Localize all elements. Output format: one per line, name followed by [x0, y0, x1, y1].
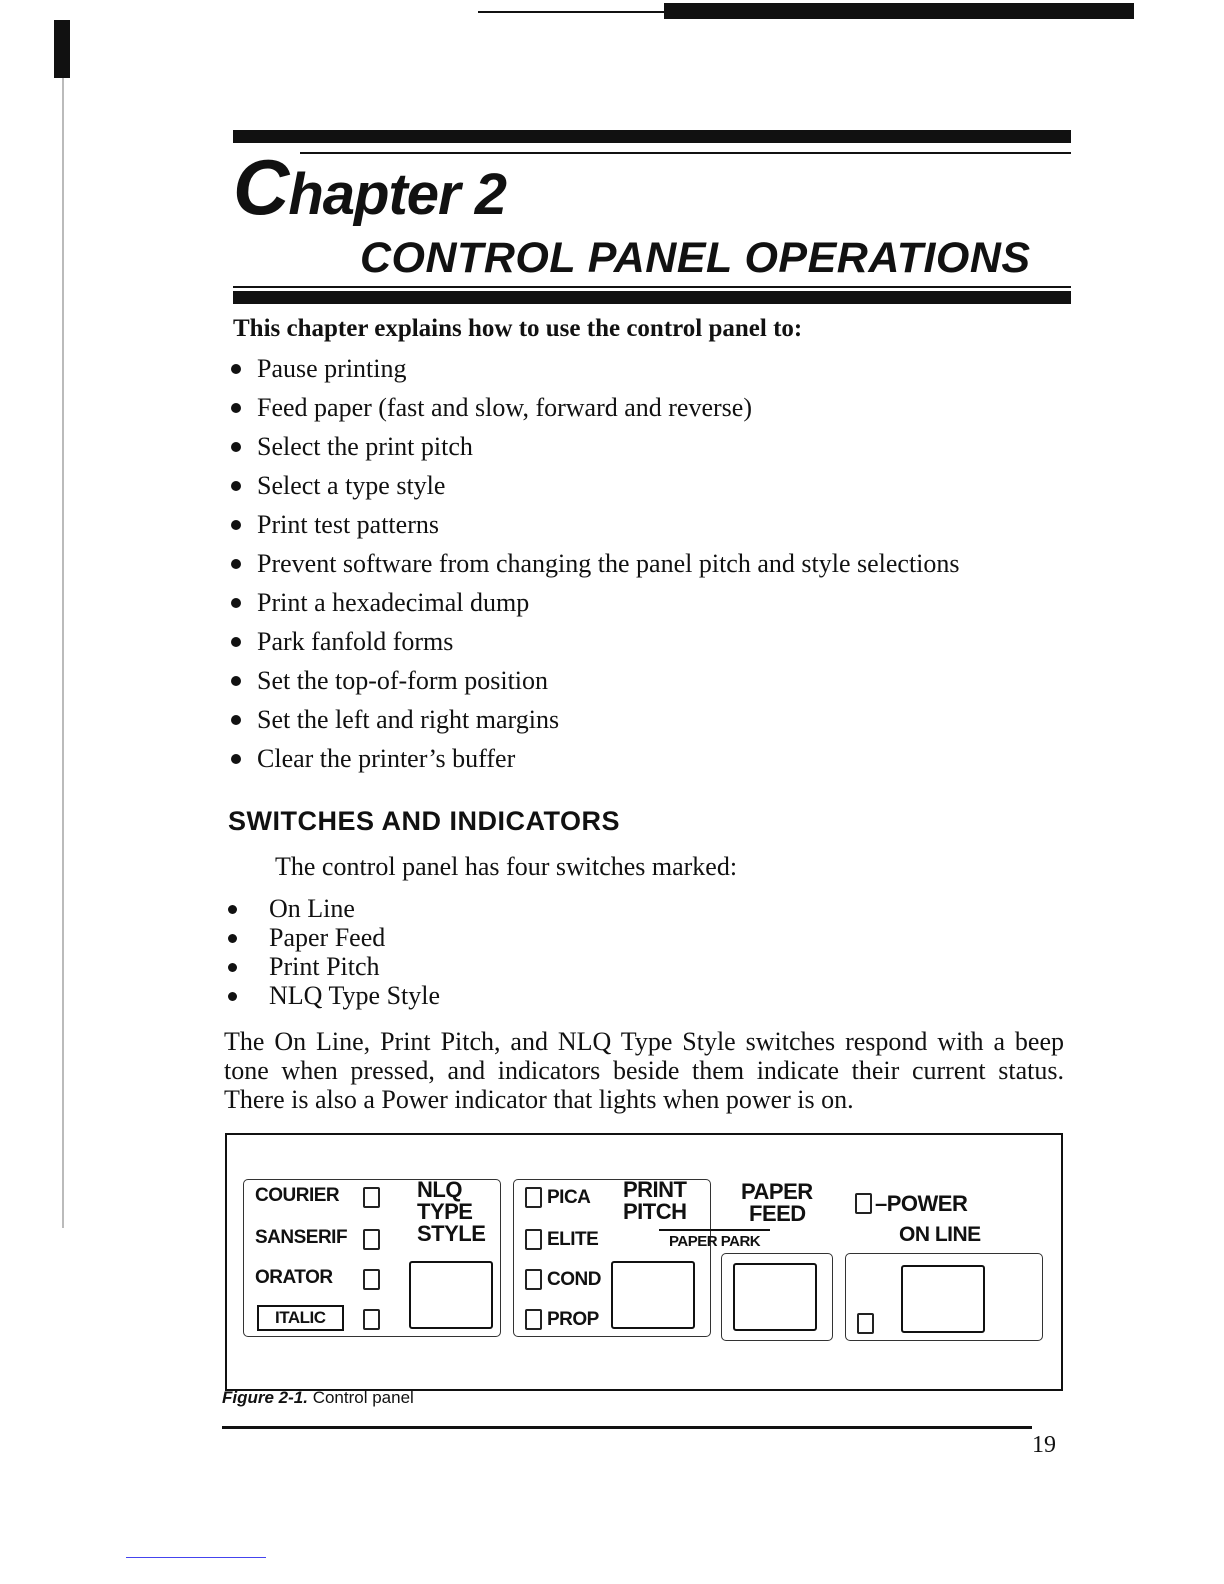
- list-item: Select a type style: [231, 469, 960, 508]
- label-style: STYLE: [417, 1221, 486, 1246]
- switch-list: [228, 894, 440, 1010]
- bullet-icon: [231, 676, 241, 686]
- bullet-icon: [231, 520, 241, 530]
- list-item: Paper Feed: [228, 923, 440, 952]
- courier-indicator: [363, 1187, 380, 1208]
- bullet-icon: [231, 754, 241, 764]
- list-item: Park fanfold forms: [231, 625, 960, 664]
- list-item: NLQ Type Style: [228, 981, 440, 1010]
- body-paragraph: The On Line, Print Pitch, and NLQ Type Style switches respond with a beep tone when pressed, and indicators beside them indicate their current status. There is also a Power indicator that lights when power is on.: [224, 1027, 1064, 1114]
- list-item: On Line: [228, 894, 440, 923]
- bullet-icon: [228, 934, 237, 943]
- label-italic: ITALIC: [257, 1305, 344, 1331]
- print-pitch-switch[interactable]: [611, 1261, 695, 1329]
- label-orator: ORATOR: [255, 1267, 333, 1288]
- italic-indicator: [363, 1309, 380, 1330]
- nlq-type-style-switch[interactable]: [409, 1261, 493, 1329]
- bullet-icon: [231, 598, 241, 608]
- bullet-icon: [231, 715, 241, 725]
- on-line-switch[interactable]: [901, 1265, 985, 1333]
- label-elite: ELITE: [547, 1229, 599, 1250]
- list-item: Select the print pitch: [231, 430, 960, 469]
- label-cond: COND: [547, 1269, 601, 1290]
- chapter-title: CONTROL PANEL OPERATIONS: [360, 234, 1031, 282]
- list-item: Set the left and right margins: [231, 703, 960, 742]
- label-nlq: NLQ: [417, 1177, 462, 1202]
- label-type: TYPE: [417, 1199, 473, 1224]
- bullet-icon: [228, 963, 237, 972]
- page-top-rule: [478, 3, 1134, 19]
- label-feed: FEED: [749, 1201, 806, 1226]
- scan-bottom-line: [126, 1557, 266, 1558]
- label-paper-park: PAPER PARK: [659, 1229, 770, 1250]
- page-number: 19: [1032, 1432, 1056, 1458]
- bullet-icon: [231, 364, 241, 374]
- scan-edge-mark: [54, 20, 70, 78]
- bullet-icon: [228, 992, 237, 1001]
- label-on-line: ON LINE: [899, 1223, 981, 1246]
- label-prop: PROP: [547, 1309, 599, 1330]
- pica-indicator: [525, 1187, 542, 1208]
- list-item: Print Pitch: [228, 952, 440, 981]
- on-line-indicator: [857, 1313, 874, 1334]
- label-power: –POWER: [875, 1191, 968, 1216]
- bullet-icon: [231, 442, 241, 452]
- prop-indicator: [525, 1309, 542, 1330]
- footer-rule: [222, 1426, 1032, 1429]
- list-item: Prevent software from changing the panel pitch and style selections: [231, 547, 960, 586]
- elite-indicator: [525, 1229, 542, 1250]
- list-item: Pause printing: [231, 352, 960, 391]
- bullet-icon: [228, 905, 237, 914]
- label-pitch: PITCH: [623, 1199, 687, 1224]
- list-item: Clear the printer’s buffer: [231, 742, 960, 781]
- bullet-icon: [231, 559, 241, 569]
- intro-text: This chapter explains how to use the control panel to:: [233, 315, 803, 342]
- bullet-icon: [231, 481, 241, 491]
- label-courier: COURIER: [255, 1185, 340, 1206]
- chapter-bottom-thin-rule: [233, 286, 1071, 288]
- bullet-icon: [231, 637, 241, 647]
- bullet-icon: [231, 403, 241, 413]
- section-heading: SWITCHES AND INDICATORS: [228, 806, 621, 836]
- list-item: Print test patterns: [231, 508, 960, 547]
- list-item: Print a hexadecimal dump: [231, 586, 960, 625]
- chapter-bottom-bar: [233, 291, 1071, 304]
- control-panel-figure: [225, 1133, 1063, 1391]
- objectives-list: [231, 352, 960, 781]
- label-print: PRINT: [623, 1177, 687, 1202]
- label-paper: PAPER: [741, 1179, 813, 1204]
- chapter-number: Chapter 2: [233, 143, 506, 231]
- list-item: Feed paper (fast and slow, forward and reverse): [231, 391, 960, 430]
- label-pica: PICA: [547, 1187, 591, 1208]
- panel-intro-text: The control panel has four switches marked:: [275, 852, 738, 881]
- paper-feed-switch[interactable]: [733, 1263, 817, 1331]
- power-indicator: [855, 1193, 872, 1214]
- sanserif-indicator: [363, 1229, 380, 1250]
- cond-indicator: [525, 1269, 542, 1290]
- orator-indicator: [363, 1269, 380, 1290]
- list-item: Set the top-of-form position: [231, 664, 960, 703]
- scan-binding-line: [62, 78, 64, 1228]
- label-sanserif: SANSERIF: [255, 1227, 348, 1248]
- figure-caption: Figure 2-1. Control panel: [222, 1388, 414, 1407]
